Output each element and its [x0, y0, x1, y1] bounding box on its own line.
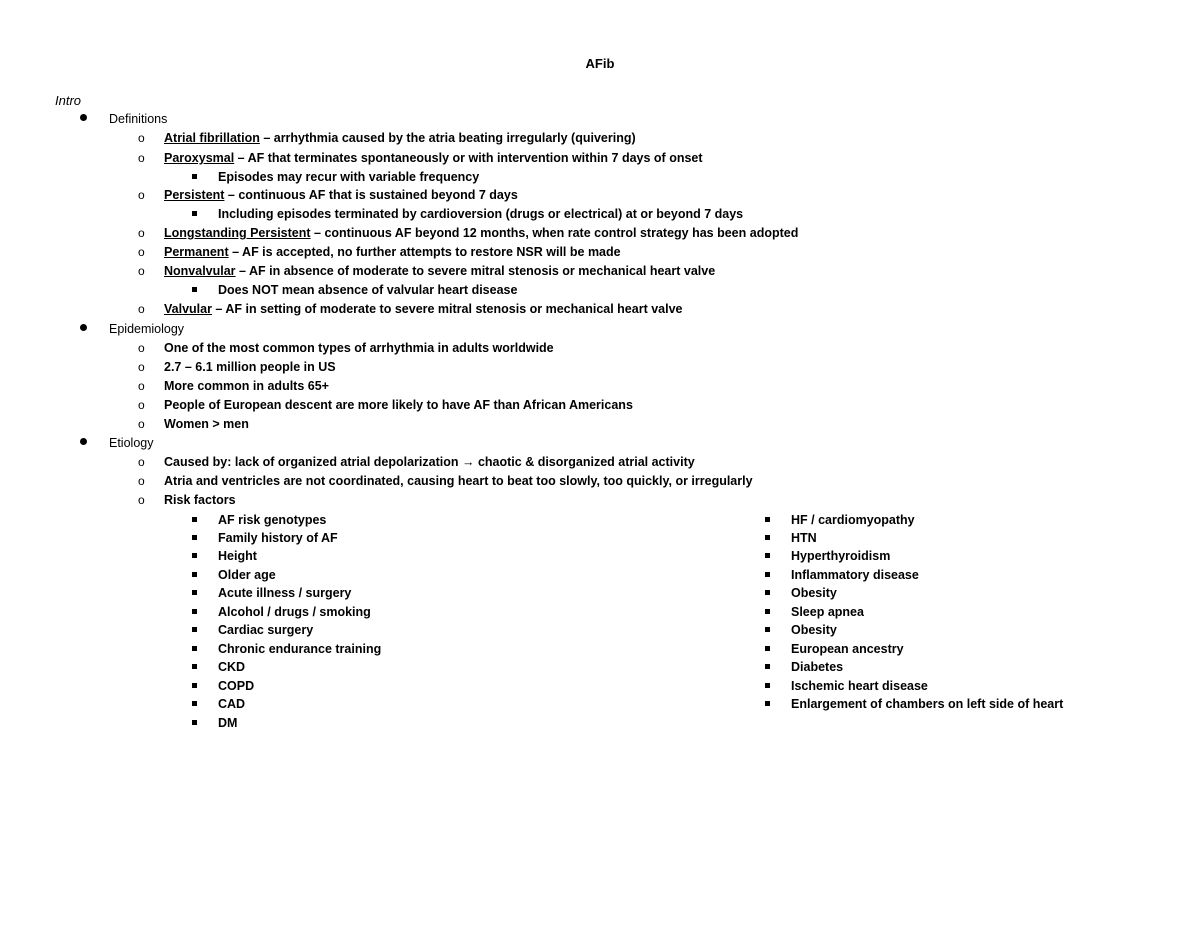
risk-factor-text: Hyperthyroidism [791, 549, 891, 563]
risk-factor-text: HTN [791, 531, 817, 545]
square-bullet-icon [192, 627, 197, 632]
square-bullet-icon [192, 517, 197, 522]
square-bullet-icon [765, 553, 770, 558]
square-bullet-icon [192, 535, 197, 540]
circle-bullet-icon: o [138, 341, 145, 355]
item-text: Risk factors [164, 493, 236, 507]
square-bullet-icon [192, 553, 197, 558]
square-bullet-icon [192, 572, 197, 577]
definition-text: – continuous AF beyond 12 months, when rate control strategy has been adopted [310, 226, 799, 240]
square-bullet-icon [192, 211, 197, 216]
circle-bullet-icon: o [138, 188, 145, 202]
risk-factor-text: CKD [218, 660, 246, 674]
circle-bullet-icon: o [138, 302, 145, 316]
risk-factor-text: Obesity [791, 586, 837, 600]
circle-bullet-icon: o [138, 131, 145, 145]
definition-term: Permanent [164, 245, 229, 259]
risk-factor-text: Alcohol / drugs / smoking [218, 605, 371, 619]
definition-term: Valvular [164, 302, 212, 316]
definition-text: – arrhythmia caused by the atria beating irregularly (quivering) [259, 131, 636, 145]
square-bullet-icon [192, 664, 197, 669]
square-bullet-icon [765, 683, 770, 688]
section-heading: Definitions [109, 112, 168, 126]
square-bullet-icon [765, 609, 770, 614]
square-bullet-icon [765, 572, 770, 577]
risk-factor-text: Diabetes [791, 660, 844, 674]
item-text: Women > men [164, 417, 249, 431]
definition-term: Atrial fibrillation [164, 131, 260, 145]
circle-bullet-icon: o [138, 493, 145, 507]
circle-bullet-icon: o [138, 474, 145, 488]
square-bullet-icon [192, 609, 197, 614]
risk-factor-text: European ancestry [791, 642, 904, 656]
risk-factor-text: Obesity [791, 623, 837, 637]
risk-factor-text: Ischemic heart disease [791, 679, 928, 693]
risk-factor-text: Sleep apnea [791, 605, 864, 619]
item-text: Atria and ventricles are not coordinated, causing heart to beat too slowly, too quickly, or irregularly [164, 474, 753, 488]
circle-bullet-icon: o [138, 379, 145, 393]
bullet-icon [80, 324, 87, 331]
sub-item-text: Does NOT mean absence of valvular heart disease [218, 283, 518, 297]
definition-text: – AF that terminates spontaneously or with intervention within 7 days of onset [234, 151, 703, 165]
circle-bullet-icon: o [138, 226, 145, 240]
square-bullet-icon [765, 517, 770, 522]
square-bullet-icon [192, 287, 197, 292]
risk-factor-text: CAD [218, 697, 246, 711]
definition-term: Paroxysmal [164, 151, 235, 165]
square-bullet-icon [192, 720, 197, 725]
circle-bullet-icon: o [138, 360, 145, 374]
square-bullet-icon [765, 664, 770, 669]
square-bullet-icon [192, 646, 197, 651]
section-heading: Etiology [109, 436, 154, 450]
risk-factor-text: Cardiac surgery [218, 623, 314, 637]
square-bullet-icon [765, 535, 770, 540]
definition-text: – AF is accepted, no further attempts to restore NSR will be made [228, 245, 621, 259]
circle-bullet-icon: o [138, 455, 145, 469]
definition-text: – AF in absence of moderate to severe mitral stenosis or mechanical heart valve [235, 264, 716, 278]
definition-term: Nonvalvular [164, 264, 236, 278]
definition-term: Longstanding Persistent [164, 226, 311, 240]
item-text: More common in adults 65+ [164, 379, 329, 393]
risk-factor-text: COPD [218, 679, 255, 693]
square-bullet-icon [192, 683, 197, 688]
square-bullet-icon [765, 646, 770, 651]
square-bullet-icon [765, 627, 770, 632]
item-text: One of the most common types of arrhythmia in adults worldwide [164, 341, 554, 355]
section-heading: Epidemiology [109, 322, 185, 336]
risk-factor-text: HF / cardiomyopathy [791, 513, 915, 527]
item-text: People of European descent are more likely to have AF than African Americans [164, 398, 633, 412]
bullet-icon [80, 114, 87, 121]
definition-text: – continuous AF that is sustained beyond 7 days [224, 188, 518, 202]
circle-bullet-icon: o [138, 398, 145, 412]
circle-bullet-icon: o [138, 264, 145, 278]
risk-factor-text: Acute illness / surgery [218, 586, 352, 600]
item-text: 2.7 – 6.1 million people in US [164, 360, 336, 374]
circle-bullet-icon: o [138, 151, 145, 165]
risk-factor-text: Chronic endurance training [218, 642, 382, 656]
risk-factor-text: Inflammatory disease [791, 568, 919, 582]
document-title: AFib [585, 56, 615, 71]
square-bullet-icon [765, 590, 770, 595]
sub-item-text: Including episodes terminated by cardioversion (drugs or electrical) at or beyond 7 days [218, 207, 744, 221]
risk-factor-text: Older age [218, 568, 276, 582]
item-text: Caused by: lack of organized atrial depolarization → chaotic & disorganized atrial activity [164, 455, 695, 469]
risk-factor-text: AF risk genotypes [218, 513, 327, 527]
circle-bullet-icon: o [138, 245, 145, 259]
square-bullet-icon [192, 174, 197, 179]
risk-factor-text: Enlargement of chambers on left side of heart [791, 697, 1064, 711]
intro-label: Intro [55, 93, 82, 108]
sub-item-text: Episodes may recur with variable frequency [218, 170, 480, 184]
definition-term: Persistent [164, 188, 225, 202]
risk-factor-text: Family history of AF [218, 531, 338, 545]
square-bullet-icon [765, 701, 770, 706]
definition-text: – AF in setting of moderate to severe mitral stenosis or mechanical heart valve [211, 302, 683, 316]
risk-factor-text: DM [218, 716, 238, 730]
square-bullet-icon [192, 701, 197, 706]
circle-bullet-icon: o [138, 417, 145, 431]
bullet-icon [80, 438, 87, 445]
square-bullet-icon [192, 590, 197, 595]
risk-factor-text: Height [218, 549, 257, 563]
